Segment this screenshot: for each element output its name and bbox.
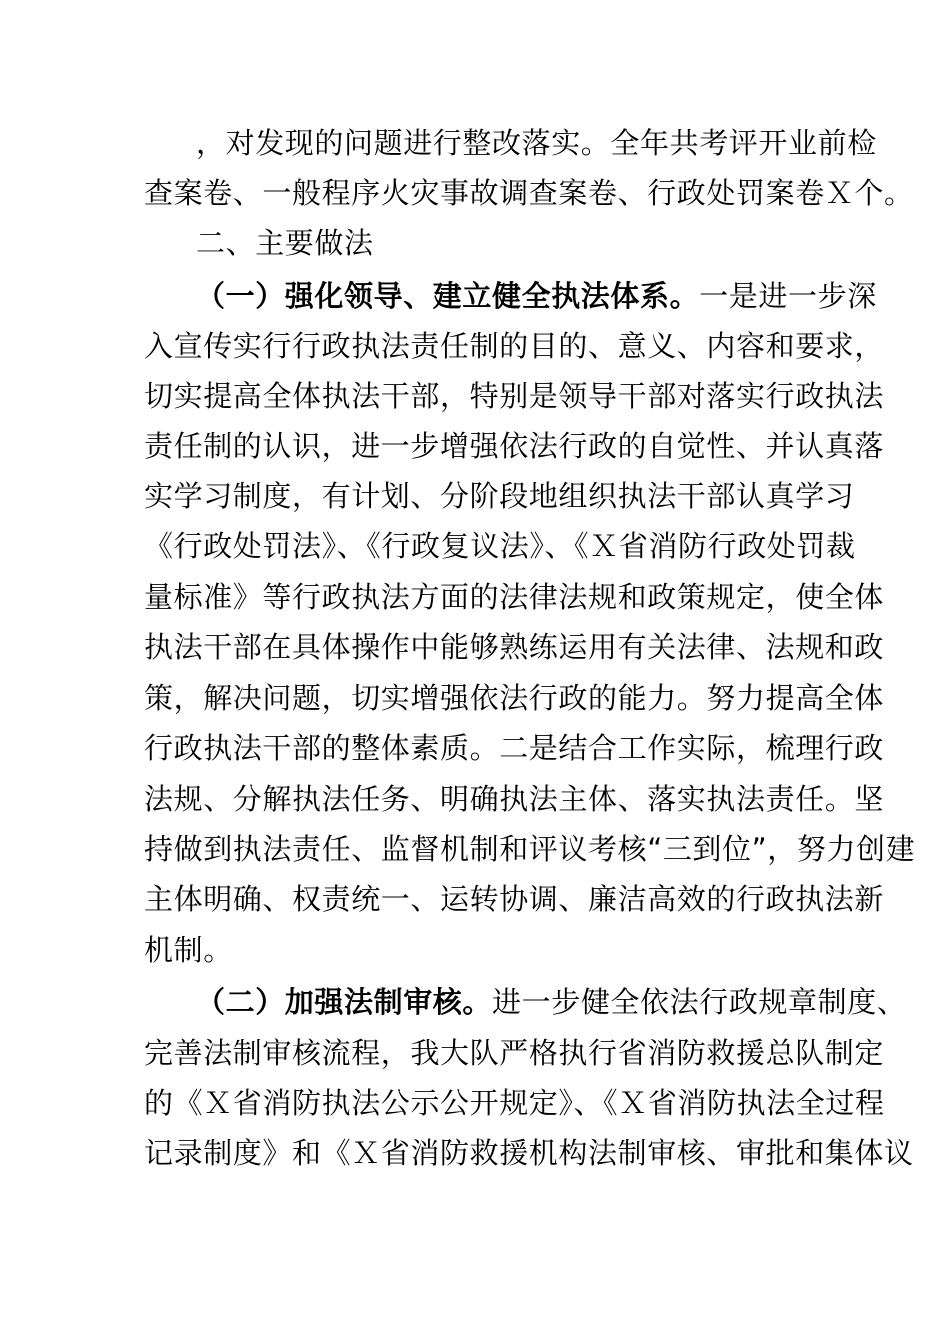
text-run: 切实提高全体执法干部，特别是领导干部对落实行政执法 <box>144 379 885 413</box>
text-line <box>144 1084 885 1122</box>
text-line <box>144 729 884 767</box>
text-run: 法规、分解执法任务、明确执法主体、落实执法责任。坚 <box>144 782 885 816</box>
text-line <box>144 427 884 465</box>
text-run: 查案卷、一般程序火灾事故调查案卷、行政处罚案卷Ｘ个。 <box>144 176 914 210</box>
text-line <box>144 780 884 818</box>
text-line <box>144 880 884 918</box>
text-line <box>144 1134 914 1172</box>
subsection-heading: （一）强化领导、建立健全执法体系。 <box>196 279 700 313</box>
text-line <box>144 679 884 717</box>
text-line <box>144 578 884 616</box>
text-line <box>144 830 915 868</box>
text-line <box>144 327 884 365</box>
text-run: 入宣传实行行政执法责任制的目的、意义、内容和要求， <box>144 329 885 363</box>
text-run: 机制。 <box>144 933 233 967</box>
subsection-heading-line <box>196 277 877 315</box>
subsection-heading: （二）加强法制审核。 <box>196 985 493 1019</box>
text-run: 二、主要做法 <box>196 226 374 260</box>
text-run: 记录制度》和《Ｘ省消防救援机构法制审核、审批和集体议 <box>144 1136 914 1170</box>
text-run: 一是进一步深 <box>699 279 877 313</box>
text-run: ，对发现的问题进行整改落实。全年共考评开业前检 <box>196 126 877 160</box>
subsection-heading-line <box>196 983 906 1021</box>
text-line <box>144 477 854 515</box>
text-run: 责任制的认识，进一步增强依法行政的自觉性、并认真落 <box>144 429 885 463</box>
text-run: 执法干部在具体操作中能够熟练运用有关法律、法规和政 <box>144 630 885 664</box>
text-run: 进一步健全依法行政规章制度、 <box>492 985 907 1019</box>
text-line <box>144 931 233 969</box>
text-line <box>144 628 884 666</box>
text-run: 策，解决问题，切实增强依法行政的能力。努力提高全体 <box>144 681 885 715</box>
text-line <box>144 1034 884 1072</box>
text-line <box>144 174 914 212</box>
text-line <box>144 377 884 415</box>
text-run: 完善法制审核流程，我大队严格执行省消防救援总队制定 <box>144 1036 885 1070</box>
text-line <box>196 124 877 162</box>
text-run: 实学习制度，有计划、分阶段地组织执法干部认真学习 <box>144 479 855 513</box>
text-run: 量标准》等行政执法方面的法律法规和政策规定，使全体 <box>144 580 885 614</box>
text-run: 持做到执法责任、监督机制和评议考核“三到位”，努力创建 <box>144 832 916 866</box>
section-heading <box>196 224 374 262</box>
text-run: 主体明确、权责统一、运转协调、廉洁高效的行政执法新 <box>144 882 885 916</box>
text-run: 行政执法干部的整体素质。二是结合工作实际，梳理行政 <box>144 731 885 765</box>
text-run: 《行政处罚法》、《行政复议法》、《Ｘ省消防行政处罚裁 <box>144 529 856 563</box>
text-run: 的《Ｘ省消防执法公示公开规定》、《Ｘ省消防执法全过程 <box>144 1086 885 1120</box>
text-line <box>144 527 856 565</box>
